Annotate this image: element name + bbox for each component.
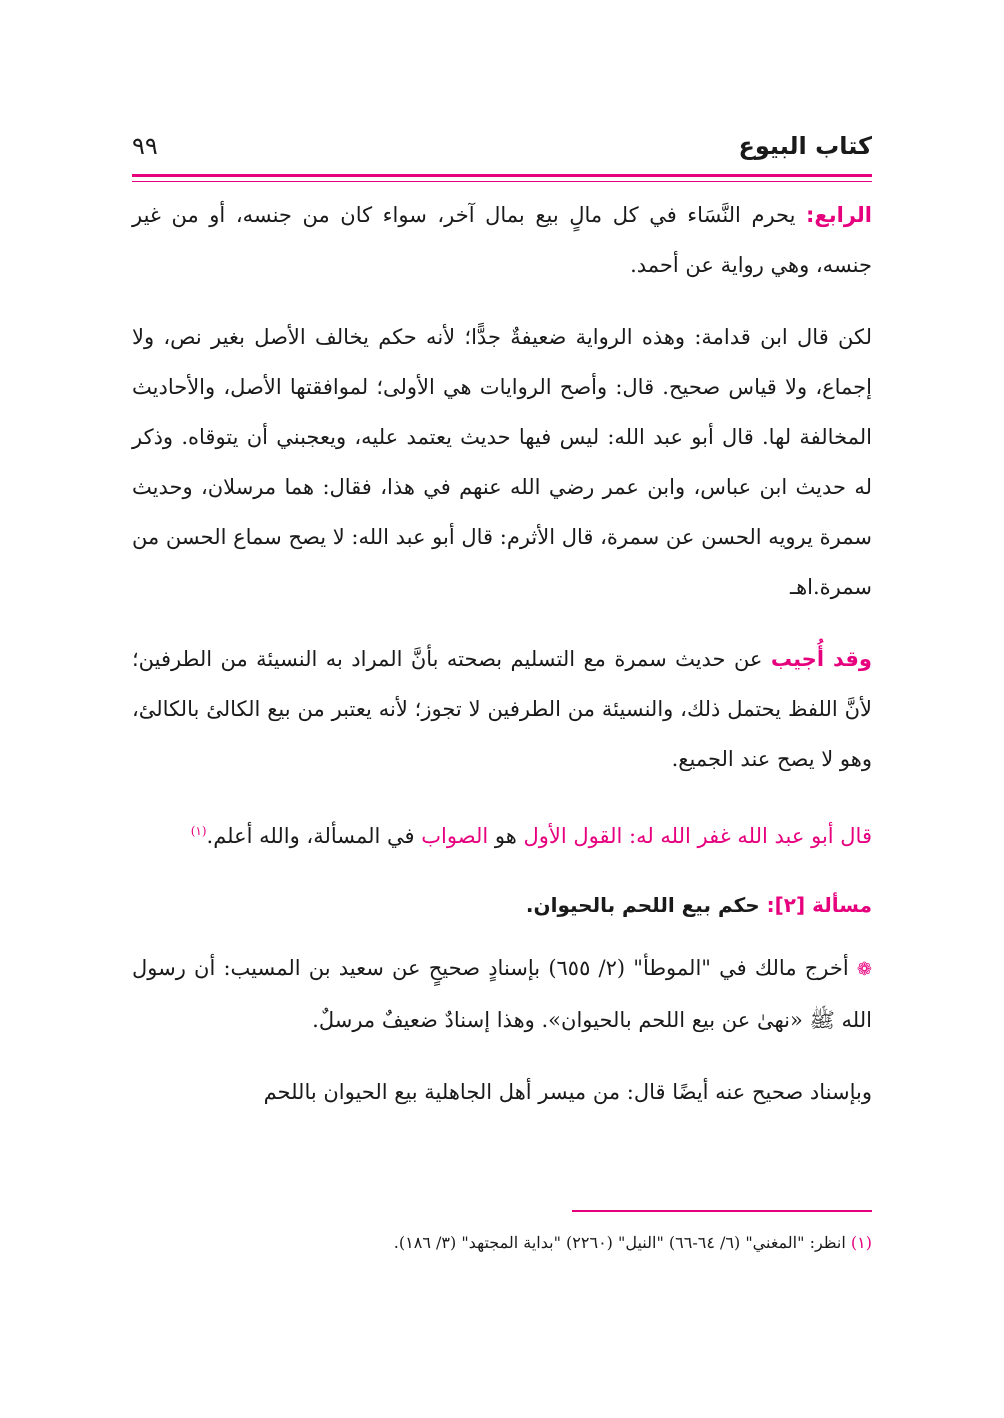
footnote-ref[interactable]: (١) <box>190 824 207 838</box>
page-body <box>132 190 872 1139</box>
paragraph-text: وبإسناد صحيح عنه أيضًا قال: من ميسر أهل الجاهلية بيع الحيوان باللحم <box>263 1080 872 1104</box>
flower-icon: ❁ <box>856 959 872 980</box>
page-number: ٩٩ <box>132 132 158 160</box>
footnote-text: انظر: "المغني" (٦/ ٦٤-٦٦) "النيل" (٢٢٦٠) "بداية المجتهد" (٣/ ١٨٦). <box>393 1233 851 1252</box>
section-heading <box>132 883 872 927</box>
header-rule <box>132 174 872 182</box>
heading-text: حكم بيع اللحم بالحيوان. <box>525 893 767 917</box>
paragraph-label: وقد أُجيب <box>770 647 872 671</box>
footnote <box>394 1230 872 1256</box>
footnote-number: (١) <box>850 1233 872 1252</box>
conclusion-tail: في المسألة، والله أعلم. <box>206 824 422 848</box>
author-phrase: قال أبو عبد الله غفر الله له: <box>629 824 872 848</box>
conclusion-middle: هو <box>488 824 524 848</box>
page-header <box>132 120 872 174</box>
paragraph-text: لكن قال ابن قدامة: وهذه الرواية ضعيفةٌ جدًّا؛ لأنه حكم يخالف الأصل بغير نص، ولا إجماع، ولا قياس صحيح. قال: وأصح الروايات هي الأولى؛ لموافقتها الأصل، والأحاديث المخالفة لها. قال أبو عبد الله: ليس فيها حديث يعتمد عليه، ويعجبني أن يتوقاه. وذكر له حديث ابن عباس، وابن عمر رضي الله عنهم في هذا، فقال: هما مرسلان، وحديث سمرة يرويه الحسن عن سمرة، قال الأثرم: قال أبو عبد الله: لا يصح سماع الحسن من سمرة.اهـ <box>132 325 872 599</box>
paragraph-text: يحرم النَّسَاء في كل مالٍ بيع بمال آخر، سواء كان من جنسه، أو من غير جنسه، وهي رواية عن أحمد. <box>132 203 872 277</box>
highlight-correct: الصواب <box>421 824 489 848</box>
paragraph-malik <box>132 943 872 1045</box>
paragraph-fourth <box>132 190 872 290</box>
highlight-first-opinion: القول الأول <box>523 824 623 848</box>
paragraph-text: عن حديث سمرة مع التسليم بصحته بأنَّ المراد به النسيئة من الطرفين؛ لأنَّ اللفظ يحتمل ذلك، والنسيئة من الطرفين لا تجوز؛ لأنه يعتبر من بيع الكالئ بالكالئ، وهو لا يصح عند الجميع. <box>132 647 872 771</box>
paragraph-text: أخرج مالك في "الموطأ" (٢/ ٦٥٥) بإسنادٍ صحيحٍ عن سعيد بن المسيب: أن رسول الله ﷺ «نهىٰ عن بيع اللحم بالحيوان». وهذا إسنادٌ ضعيفٌ مرسلٌ. <box>132 956 872 1032</box>
paragraph-label: الرابع: <box>806 203 872 227</box>
page <box>132 120 872 1252</box>
paragraph-ibn-musayyib <box>132 1067 872 1117</box>
paragraph-ibn-qudama <box>132 312 872 612</box>
footnote-rule <box>572 1210 872 1212</box>
running-title: كتاب البيوع <box>738 132 872 160</box>
paragraph-response <box>132 634 872 784</box>
paragraph-conclusion <box>132 806 872 861</box>
heading-label: مسألة [٢]: <box>766 893 872 917</box>
